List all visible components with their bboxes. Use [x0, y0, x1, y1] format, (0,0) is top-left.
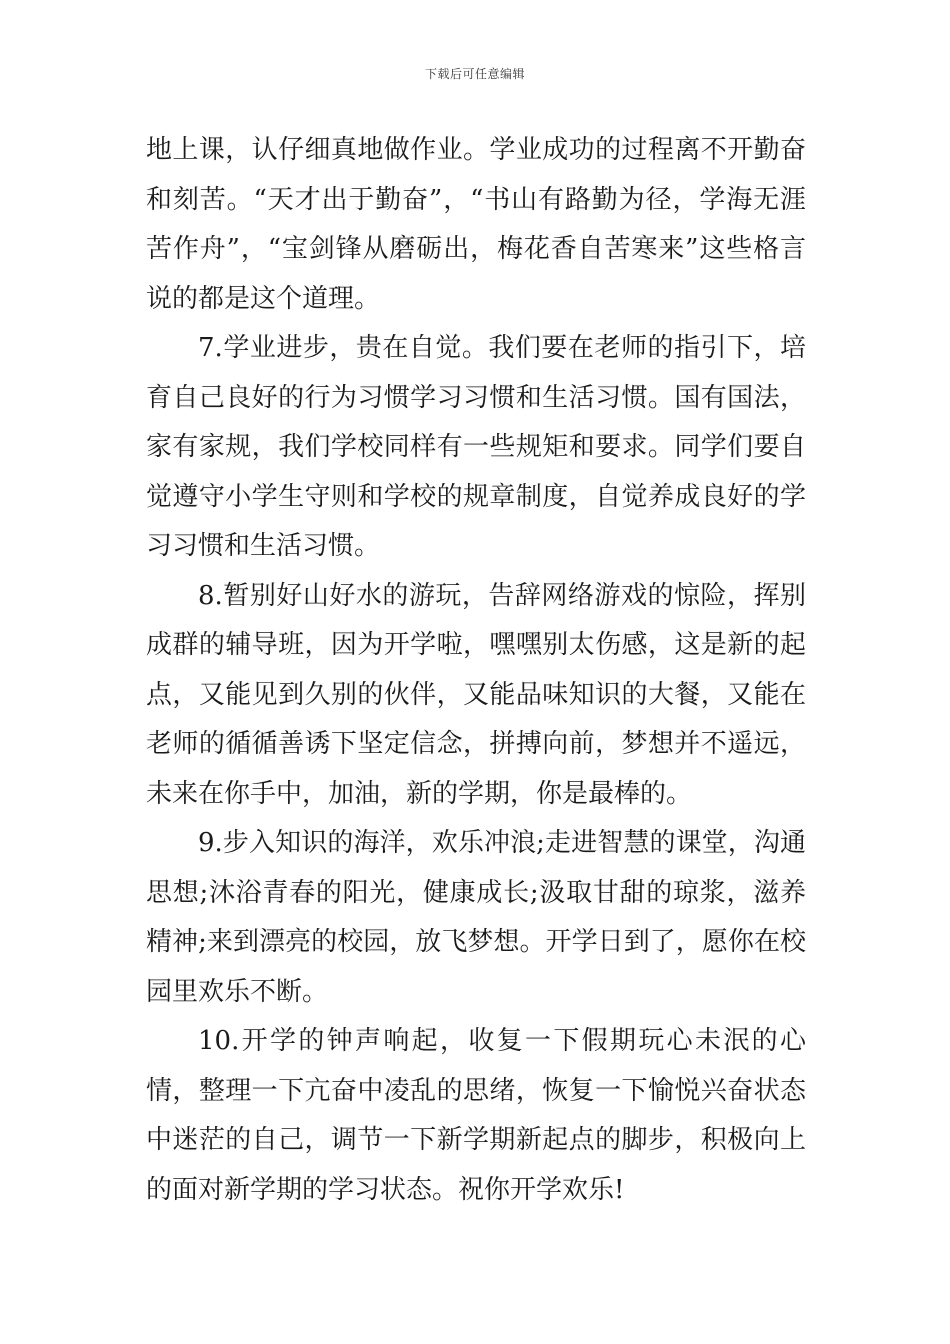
document-body: [146, 126, 806, 1215]
paragraph-continuation: 地上课，认仔细真地做作业。学业成功的过程离不开勤奋和刻苦。“天才出于勤奋”，“书山有路勤为径，学海无涯苦作舟”，“宝剑锋从磨砺出，梅花香自苦寒来”这些格言说的都是这个道理。: [146, 135, 806, 314]
page-header: 下载后可任意编辑: [424, 67, 525, 81]
paragraph-item-10: 10.开学的钟声响起，收复一下假期玩心未泯的心情，整理一下亢奋中凌乱的思绪，恢复一下愉悦兴奋状态中迷茫的自己，调节一下新学期新起点的脚步，积极向上的面对新学期的学习状态。祝你开学欢乐!: [146, 1026, 806, 1205]
paragraph-item-7: 7.学业进步，贵在自觉。我们要在老师的指引下，培育自己良好的行为习惯学习习惯和生活习惯。国有国法，家有家规，我们学校同样有一些规矩和要求。同学们要自觉遵守小学生守则和学校的规章制度，自觉养成良好的学习习惯和生活习惯。: [146, 333, 806, 561]
paragraph-item-8: 8.暂别好山好水的游玩，告辞网络游戏的惊险，挥别成群的辅导班，因为开学啦，嘿嘿别太伤感，这是新的起点，又能见到久别的伙伴，又能品味知识的大餐，又能在老师的循循善诱下坚定信念，拼搏向前，梦想并不遥远，未来在你手中，加油，新的学期，你是最棒的。: [146, 580, 806, 809]
paragraph-item-9: 9.步入知识的海洋，欢乐冲浪;走进智慧的课堂，沟通思想;沐浴青春的阳光，健康成长;汲取甘甜的琼浆，滋养精神;来到漂亮的校园，放飞梦想。开学日到了，愿你在校园里欢乐不断。: [146, 828, 806, 1007]
